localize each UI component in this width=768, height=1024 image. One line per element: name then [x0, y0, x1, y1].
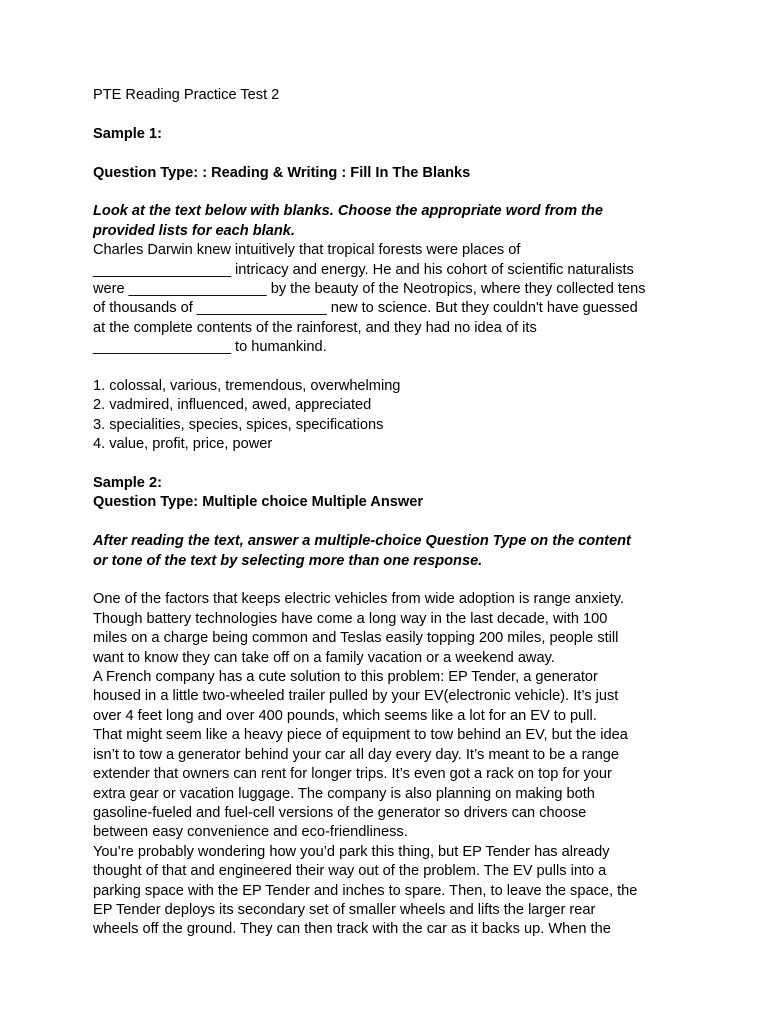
spacer	[93, 183, 683, 202]
passage-line: gasoline-fueled and fuel-cell versions of the generator so drivers can choose	[93, 804, 587, 821]
passage-line: housed in a little two-wheeled trailer pulled by your EV(electronic vehicle). It’s just	[93, 688, 619, 705]
sample1-passage	[93, 241, 683, 357]
passage-line: EP Tender deploys its secondary set of smaller wheels and lifts the larger rear	[93, 901, 596, 918]
passage-line: of thousands of ________________ new to science. But they couldn't have guessed	[93, 300, 638, 317]
passage-line: extra gear or vacation luggage. The company is also planning on making both	[93, 785, 595, 802]
option-line: 1. colossal, various, tremendous, overwhelming	[93, 378, 401, 395]
instruction-line: or tone of the text by selecting more than one response.	[93, 552, 483, 569]
passage-line: parking space with the EP Tender and inches to spare. Then, to leave the space, the	[93, 882, 638, 899]
sample2-passage	[93, 590, 683, 939]
sample1-options	[93, 377, 683, 455]
passage-line: over 4 feet long and over 400 pounds, which seems like a lot for an EV to pull.	[93, 707, 597, 724]
passage-line: One of the factors that keeps electric vehicles from wide adoption is range anxiety.	[93, 591, 625, 608]
option-line: 4. value, profit, price, power	[93, 436, 273, 453]
spacer	[93, 144, 683, 163]
option-line: 3. specialities, species, spices, specifications	[93, 416, 384, 433]
passage-line: You’re probably wondering how you’d park this thing, but EP Tender has already	[93, 843, 610, 860]
spacer	[93, 105, 683, 124]
passage-line: _________________ to humankind.	[93, 339, 327, 356]
passage-line: Charles Darwin knew intuitively that tropical forests were places of	[93, 242, 521, 259]
sample2-question-type: Question Type: Multiple choice Multiple Answer	[93, 494, 424, 511]
sample2-instruction	[93, 532, 683, 571]
passage-line: Though battery technologies have come a long way in the last decade, with 100	[93, 610, 608, 627]
passage-line: _________________ intricacy and energy. He and his cohort of scientific naturalists	[93, 261, 634, 278]
passage-line: miles on a charge being common and Teslas easily topping 200 miles, people still	[93, 630, 619, 647]
passage-line: extender that owners can rent for longer trips. It’s even got a rack on top for your	[93, 766, 612, 783]
instruction-line: After reading the text, answer a multiple-choice Question Type on the content	[93, 533, 631, 550]
sample1-question-type: Question Type: : Reading & Writing : Fill In The Blanks	[93, 164, 471, 181]
sample1-instruction	[93, 202, 683, 241]
passage-line: want to know they can take off on a family vacation or a weekend away.	[93, 649, 555, 666]
sample2-heading: Sample 2:	[93, 475, 162, 492]
instruction-line: provided lists for each blank.	[93, 222, 295, 239]
instruction-line: Look at the text below with blanks. Choose the appropriate word from the	[93, 203, 604, 220]
spacer	[93, 513, 683, 532]
passage-line: thought of that and engineered their way out of the problem. The EV pulls into a	[93, 863, 607, 880]
passage-line: A French company has a cute solution to this problem: EP Tender, a generator	[93, 669, 598, 686]
passage-line: between easy convenience and eco-friendliness.	[93, 824, 408, 841]
sample1-heading: Sample 1:	[93, 125, 162, 142]
passage-line: isn’t to tow a generator behind your car all day every day. It’s meant to be a range	[93, 746, 619, 763]
passage-line: at the complete contents of the rainforest, and they had no idea of its	[93, 319, 537, 336]
passage-line: wheels off the ground. They can then track with the car as it backs up. When the	[93, 921, 611, 938]
document-title: PTE Reading Practice Test 2	[93, 87, 280, 103]
option-line: 2. vadmired, influenced, awed, appreciated	[93, 397, 372, 414]
document-page	[93, 86, 683, 940]
spacer	[93, 455, 683, 474]
passage-line: That might seem like a heavy piece of equipment to tow behind an EV, but the idea	[93, 727, 628, 744]
spacer	[93, 571, 683, 590]
spacer	[93, 358, 683, 377]
passage-line: were _________________ by the beauty of the Neotropics, where they collected tens	[93, 281, 646, 298]
